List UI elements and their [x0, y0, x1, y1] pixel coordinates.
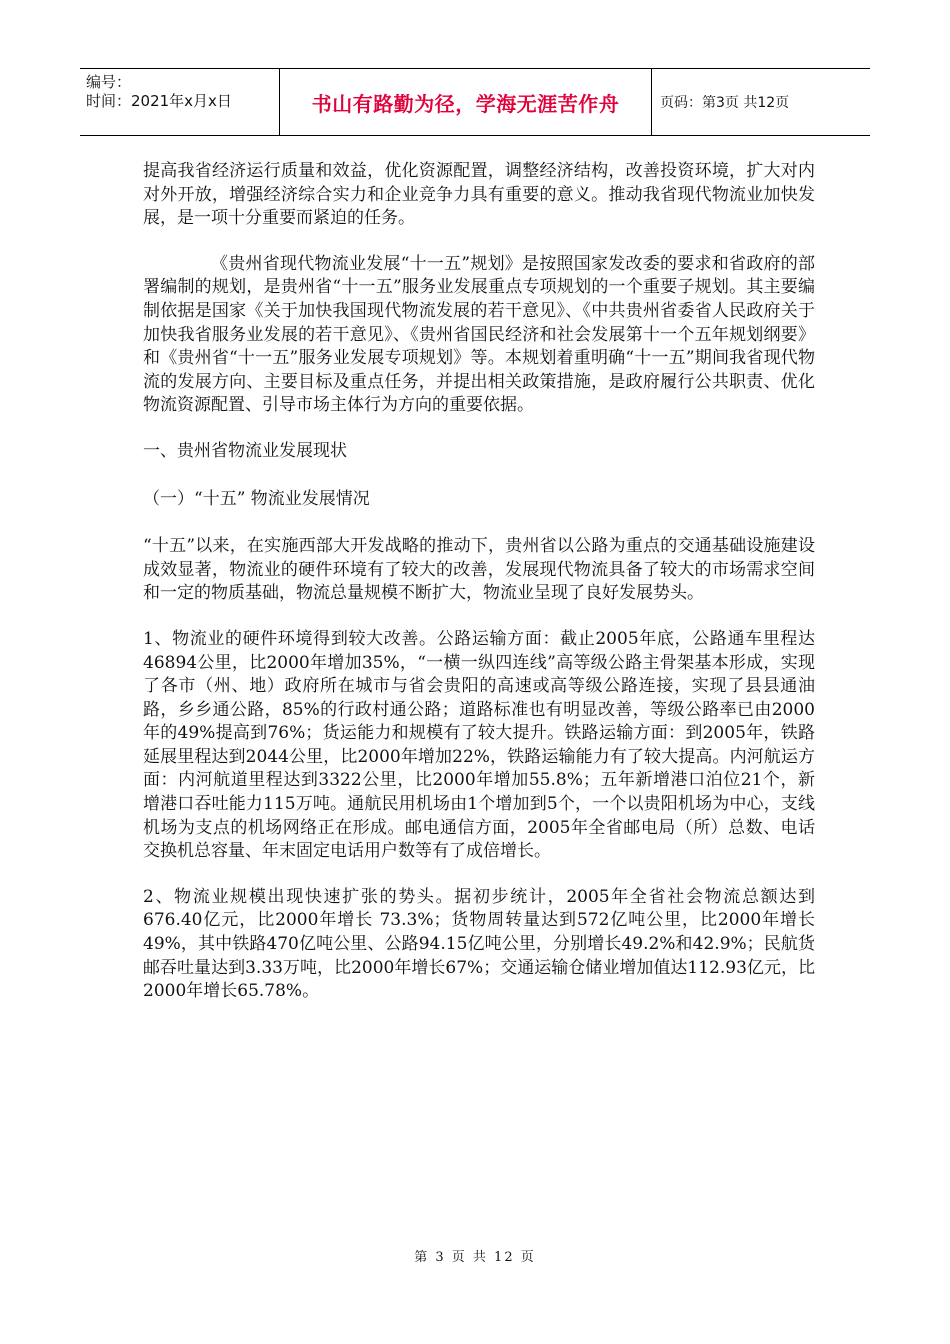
page-footer: 第 3 页 共 12 页 [414, 1250, 536, 1265]
page-header [80, 68, 870, 136]
paragraph: 《贵州省现代物流业发展“十一五”规划》是按照国家发改委的要求和省政府的部署编制的规划，是贵州省“十一五”服务业发展重点专项规划的一个重要子规划。其主要编制依据是国家《关于加快我国现代物流发展的若干意见》、《中共贵州省委省人民政府关于加快我省服务业发展的若干意见》、《贵州省国民经济和社会发展第十一个五年规划纲要》和《贵州省“十一五”服务业发展专项规划》等。本规划着重明确“十一五”期间我省现代物流的发展方向、主要目标及重点任务，并提出相关政策措施，是政府履行公共职责、优化物流资源配置、引导市场主体行为方向的重要依据。 [143, 253, 815, 416]
subsection-heading: （一）“十五” 物流业发展情况 [143, 488, 370, 509]
document-number-label: 编号： [86, 73, 132, 91]
paragraph: 2、物流业规模出现快速扩张的势头。据初步统计，2005年全省社会物流总额达到676.40亿元，比2000年增长 73.3%；货物周转量达到572亿吨公里，比2000年增长49%，其中铁路470亿吨公里、公路94.15亿吨公里，分别增长49.2%和42.9%；民航货邮吞吐量达到3.33万吨，比2000年增长67%；交通运输仓储业增加值达112.93亿元，比2000年增长65.78%。 [143, 886, 815, 1002]
paragraph: 提高我省经济运行质量和效益，优化资源配置，调整经济结构，改善投资环境，扩大对内对外开放，增强经济综合实力和企业竞争力具有重要的意义。推动我省现代物流业加快发展，是一项十分重要而紧迫的任务。 [143, 161, 815, 229]
paragraph: 1、物流业的硬件环境得到较大改善。公路运输方面：截止2005年底，公路通车里程达46894公里，比2000年增加35%，“一横一纵四连线”高等级公路主骨架基本形成，实现了各市（州、地）政府所在城市与省会贵阳的高速或高等级公路连接，实现了县县通油路，乡乡通公路，85%的行政村通公路；道路标准也有明显改善，等级公路率已由2000年的49%提高到76%；货运能力和规模有了较大提升。铁路运输方面：到2005年，铁路延展里程达到2044公里，比2000年增加22%，铁路运输能力有了较大提高。内河航运方面：内河航道里程达到3322公里，比2000年增加55.8%；五年新增港口泊位21个，新增港口吞吐能力115万吨。通航民用机场由1个增加到5个，一个以贵阳机场为中心，支线机场为支点的机场网络正在形成。邮电通信方面，2005年全省邮电局（所）总数、电话交换机总容量、年末固定电话用户数等有了成倍增长。 [143, 628, 815, 862]
header-motto: 书山有路勤为径，学海无涯苦作舟 [280, 69, 652, 135]
document-date: 时间：2021年x月x日 [86, 92, 232, 110]
header-meta [80, 69, 280, 135]
document-body [143, 160, 815, 1026]
header-page-code: 页码：第3页 共12页 [660, 95, 790, 111]
paragraph: “十五”以来，在实施西部大开发战略的推动下，贵州省以公路为重点的交通基础设施建设成效显著，物流业的硬件环境有了较大的改善，发展现代物流具备了较大的市场需求空间和一定的物质基础，物流总量规模不断扩大，物流业呈现了良好发展势头。 [143, 536, 815, 604]
section-heading: 一、贵州省物流业发展现状 [143, 440, 347, 461]
